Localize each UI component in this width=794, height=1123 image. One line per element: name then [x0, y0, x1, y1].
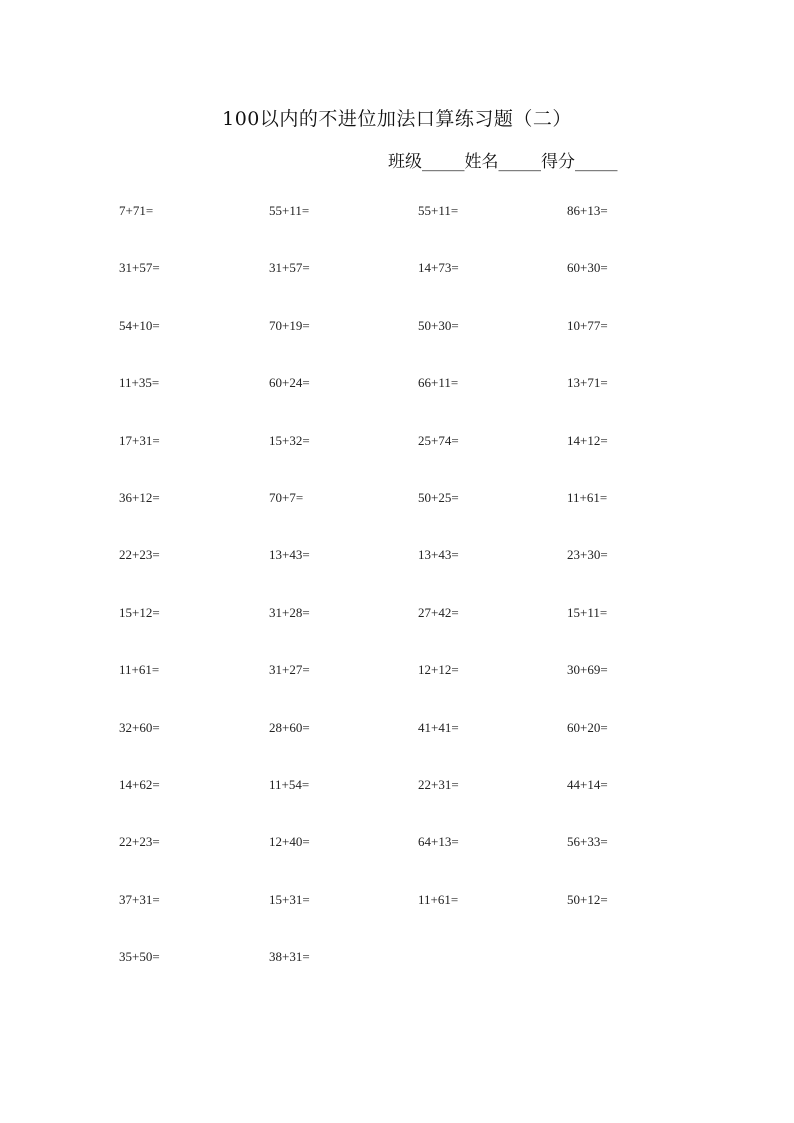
arithmetic-problem: 66+11=	[418, 375, 459, 391]
arithmetic-problem: 31+27=	[269, 662, 310, 678]
arithmetic-problem: 50+30=	[418, 317, 459, 333]
arithmetic-problem: 14+73=	[418, 260, 459, 276]
arithmetic-problem: 31+57=	[119, 260, 160, 276]
arithmetic-problem: 14+62=	[119, 776, 160, 792]
arithmetic-problem: 64+13=	[418, 834, 459, 850]
student-info-line: 班级_____姓名_____得分_____	[388, 152, 618, 172]
arithmetic-problem: 7+71=	[119, 203, 154, 218]
arithmetic-problem: 23+30=	[567, 547, 608, 563]
arithmetic-problem: 22+31=	[418, 776, 459, 792]
arithmetic-problem: 36+12=	[119, 489, 160, 505]
arithmetic-problem: 15+32=	[269, 432, 310, 448]
arithmetic-problem: 22+23=	[119, 547, 160, 563]
arithmetic-problem: 13+43=	[269, 547, 310, 563]
arithmetic-problem: 31+28=	[269, 604, 310, 620]
arithmetic-problem: 32+60=	[119, 719, 160, 735]
arithmetic-problem: 38+31=	[269, 949, 310, 965]
arithmetic-problem: 17+31=	[119, 432, 160, 448]
arithmetic-problem: 44+14=	[567, 776, 608, 792]
arithmetic-problem: 30+69=	[567, 662, 608, 678]
arithmetic-problem: 13+71=	[567, 375, 608, 391]
arithmetic-problem: 55+11=	[269, 203, 310, 218]
arithmetic-problem: 50+12=	[567, 891, 608, 907]
arithmetic-problem: 31+57=	[269, 260, 310, 276]
arithmetic-problem: 12+12=	[418, 662, 459, 678]
arithmetic-problem: 12+40=	[269, 834, 310, 850]
arithmetic-problem: 13+43=	[418, 547, 459, 563]
arithmetic-problem: 60+24=	[269, 375, 310, 391]
arithmetic-problem: 11+35=	[119, 375, 160, 391]
arithmetic-problem: 15+11=	[567, 604, 608, 620]
arithmetic-problem: 56+33=	[567, 834, 608, 850]
arithmetic-problem: 41+41=	[418, 719, 459, 735]
arithmetic-problem: 27+42=	[418, 604, 459, 620]
page-title: 100以内的不进位加法口算练习题（二）	[222, 108, 572, 130]
arithmetic-problem: 11+61=	[418, 891, 459, 907]
arithmetic-problem: 14+12=	[567, 432, 608, 448]
arithmetic-problem: 70+19=	[269, 317, 310, 333]
arithmetic-problem: 22+23=	[119, 834, 160, 850]
arithmetic-problem: 86+13=	[567, 203, 608, 218]
arithmetic-problem: 11+61=	[567, 489, 608, 505]
arithmetic-problem: 11+61=	[119, 662, 160, 678]
arithmetic-problem: 15+12=	[119, 604, 160, 620]
problem-grid	[119, 203, 719, 1006]
arithmetic-problem: 60+30=	[567, 260, 608, 276]
arithmetic-problem: 55+11=	[418, 203, 459, 218]
arithmetic-problem: 60+20=	[567, 719, 608, 735]
arithmetic-problem: 28+60=	[269, 719, 310, 735]
arithmetic-problem: 54+10=	[119, 317, 160, 333]
arithmetic-problem: 15+31=	[269, 891, 310, 907]
arithmetic-problem: 10+77=	[567, 317, 608, 333]
arithmetic-problem: 37+31=	[119, 891, 160, 907]
arithmetic-problem: 50+25=	[418, 489, 459, 505]
arithmetic-problem: 25+74=	[418, 432, 459, 448]
arithmetic-problem: 35+50=	[119, 949, 160, 965]
arithmetic-problem: 70+7=	[269, 489, 304, 505]
arithmetic-problem: 11+54=	[269, 776, 310, 792]
